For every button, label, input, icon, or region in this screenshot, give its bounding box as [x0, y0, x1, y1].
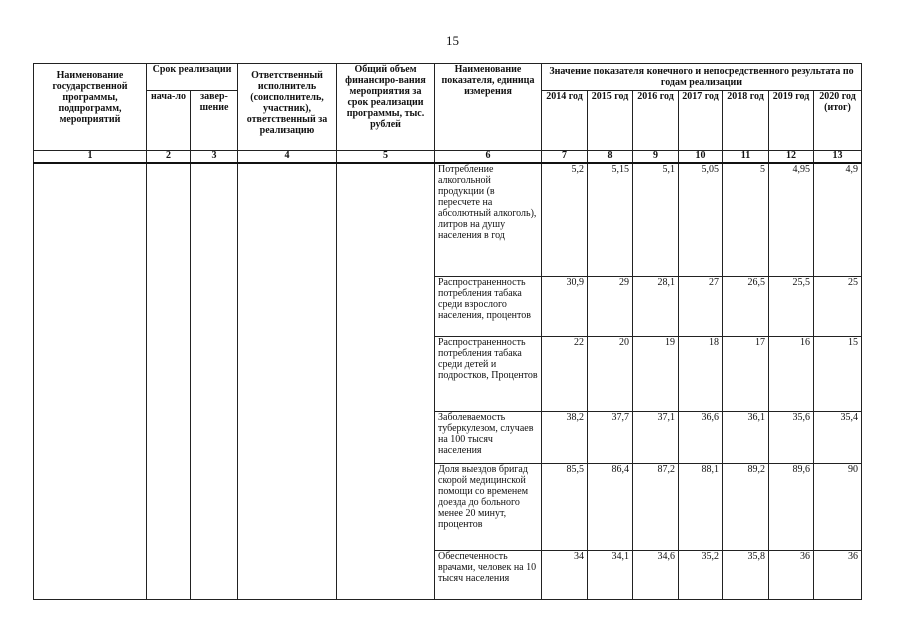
- column-number: 5: [337, 151, 435, 164]
- indicator-value-2015: 37,7: [588, 411, 633, 463]
- header-year-2019: 2019 год: [769, 91, 814, 151]
- indicator-value-2016: 5,1: [633, 163, 679, 276]
- indicator-value-2019: 16: [769, 336, 814, 411]
- header-executor: Ответственный исполнитель (соисполнитель, участник), ответственный за реализацию: [238, 64, 337, 151]
- indicator-value-2015: 34,1: [588, 550, 633, 599]
- column-number: 6: [435, 151, 542, 164]
- indicator-value-2019: 25,5: [769, 276, 814, 336]
- indicator-value-2020: 15: [814, 336, 862, 411]
- indicator-value-2016: 19: [633, 336, 679, 411]
- indicator-value-2018: 35,8: [723, 550, 769, 599]
- indicator-value-2016: 87,2: [633, 463, 679, 550]
- indicator-value-2015: 20: [588, 336, 633, 411]
- header-year-2020: 2020 год (итог): [814, 91, 862, 151]
- indicator-value-2014: 30,9: [542, 276, 588, 336]
- table-row: [34, 163, 862, 276]
- header-program-name: Наименование государственной программы, подпрограмм, мероприятий: [34, 64, 147, 151]
- indicator-value-2019: 4,95: [769, 163, 814, 276]
- header-term: Срок реализации: [147, 64, 238, 91]
- executor-cell: [238, 163, 337, 599]
- column-number: 4: [238, 151, 337, 164]
- indicator-value-2018: 89,2: [723, 463, 769, 550]
- indicator-value-2014: 34: [542, 550, 588, 599]
- indicator-value-2018: 17: [723, 336, 769, 411]
- indicator-value-2019: 89,6: [769, 463, 814, 550]
- header-funding: Общий объем финансиро-вания мероприятия за срок реализации программы, тыс. рублей: [337, 64, 435, 151]
- column-number: 13: [814, 151, 862, 164]
- header-term-end: завер-шение: [191, 91, 238, 151]
- indicator-value-2014: 22: [542, 336, 588, 411]
- indicator-value-2017: 5,05: [679, 163, 723, 276]
- indicator-value-2014: 85,5: [542, 463, 588, 550]
- indicator-value-2015: 29: [588, 276, 633, 336]
- indicator-name: Заболеваемость туберкулезом, случаев на 100 тысяч населения: [435, 411, 542, 463]
- column-number: 10: [679, 151, 723, 164]
- indicator-value-2017: 27: [679, 276, 723, 336]
- indicator-name: Потребление алкогольной продукции (в пересчете на абсолютный алкоголь), литров на душу населения в год: [435, 163, 542, 276]
- header-indicator-name: Наименование показателя, единица измерения: [435, 64, 542, 151]
- header-year-2018: 2018 год: [723, 91, 769, 151]
- indicator-value-2016: 37,1: [633, 411, 679, 463]
- indicator-value-2020: 4,9: [814, 163, 862, 276]
- indicator-value-2017: 35,2: [679, 550, 723, 599]
- indicator-value-2020: 36: [814, 550, 862, 599]
- indicator-value-2014: 5,2: [542, 163, 588, 276]
- column-number: 8: [588, 151, 633, 164]
- column-number: 12: [769, 151, 814, 164]
- header-year-2014: 2014 год: [542, 91, 588, 151]
- column-number: 3: [191, 151, 238, 164]
- indicator-value-2019: 36: [769, 550, 814, 599]
- header-term-start: нача-ло: [147, 91, 191, 151]
- indicator-value-2020: 25: [814, 276, 862, 336]
- indicator-value-2019: 35,6: [769, 411, 814, 463]
- term-end-cell: [191, 163, 238, 599]
- indicator-value-2020: 90: [814, 463, 862, 550]
- indicator-value-2014: 38,2: [542, 411, 588, 463]
- column-number: 2: [147, 151, 191, 164]
- indicator-table: [33, 63, 862, 600]
- funding-cell: [337, 163, 435, 599]
- indicator-name: Распространенность потребления табака среди взрослого населения, процентов: [435, 276, 542, 336]
- indicator-name: Обеспеченность врачами, человек на 10 тысяч населения: [435, 550, 542, 599]
- header-indicator-values: Значение показателя конечного и непосредственного результата по годам реализации: [542, 64, 862, 91]
- page-number: 15: [446, 33, 459, 48]
- column-number: 1: [34, 151, 147, 164]
- indicator-value-2016: 34,6: [633, 550, 679, 599]
- column-number-row: [34, 151, 862, 164]
- column-number: 7: [542, 151, 588, 164]
- indicator-value-2016: 28,1: [633, 276, 679, 336]
- indicator-value-2018: 26,5: [723, 276, 769, 336]
- indicator-value-2015: 86,4: [588, 463, 633, 550]
- indicator-value-2017: 88,1: [679, 463, 723, 550]
- indicator-value-2018: 36,1: [723, 411, 769, 463]
- term-start-cell: [147, 163, 191, 599]
- indicator-name: Доля выездов бригад скорой медицинской помощи со временем доезда до больного менее 20 минут, процентов: [435, 463, 542, 550]
- column-number: 9: [633, 151, 679, 164]
- indicator-value-2017: 36,6: [679, 411, 723, 463]
- column-number: 11: [723, 151, 769, 164]
- header-year-2017: 2017 год: [679, 91, 723, 151]
- header-year-2016: 2016 год: [633, 91, 679, 151]
- indicator-value-2017: 18: [679, 336, 723, 411]
- indicator-value-2015: 5,15: [588, 163, 633, 276]
- indicator-value-2020: 35,4: [814, 411, 862, 463]
- header-year-2015: 2015 год: [588, 91, 633, 151]
- program-name-cell: [34, 163, 147, 599]
- indicator-name: Распространенность потребления табака среди детей и подростков, Процентов: [435, 336, 542, 411]
- indicator-value-2018: 5: [723, 163, 769, 276]
